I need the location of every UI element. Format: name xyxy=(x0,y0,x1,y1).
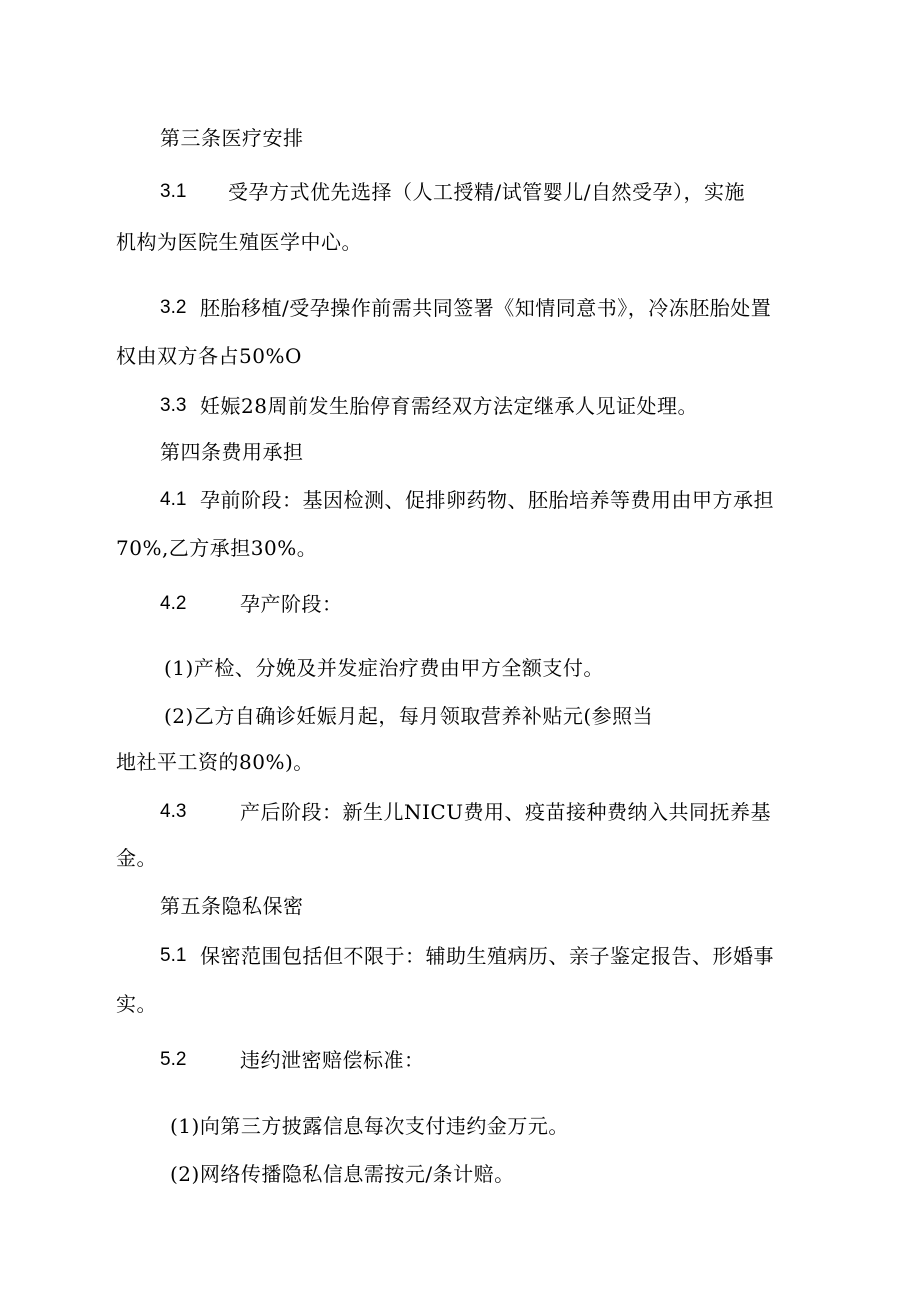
clause-5-2-text: 违约泄密赔偿标准： xyxy=(240,1048,425,1072)
clause-4-2-text: 孕产阶段： xyxy=(240,592,343,616)
clause-5-2-item-2: (2)网络传播隐私信息需按元/条计赔。 xyxy=(170,1162,515,1186)
clause-5-1-text: 保密范围包括但不限于：辅助生殖病历、亲子鉴定报告、形婚事 xyxy=(200,944,774,968)
article-5-heading: 第五条隐私保密 xyxy=(160,894,304,918)
clause-3-2-text: 胚胎移植/受孕操作前需共同签署《知情同意书》，冷冻胚胎处置 xyxy=(200,296,772,320)
clause-4-1-continuation: 70%,乙方承担30%。 xyxy=(116,536,318,560)
clause-3-1-number: 3.1 xyxy=(160,181,187,202)
clause-5-1-continuation: 实。 xyxy=(116,992,157,1016)
clause-4-2-item-2: (2)乙方自确诊妊娠月起，每月领取营养补贴元(参照当 xyxy=(164,704,654,728)
article-3-heading: 第三条医疗安排 xyxy=(160,126,304,150)
clause-5-2-item-1: (1)向第三方披露信息每次支付违约金万元。 xyxy=(170,1114,569,1138)
clause-5-2-number: 5.2 xyxy=(160,1049,187,1070)
clause-3-3-number: 3.3 xyxy=(160,395,187,416)
article-4-heading: 第四条费用承担 xyxy=(160,440,304,464)
clause-3-2-continuation: 权由双方各占50%O xyxy=(116,344,302,368)
clause-4-2-item-2-continuation: 地社平工资的80%)。 xyxy=(116,750,314,774)
clause-4-2-item-1: (1)产检、分娩及并发症治疗费由甲方全额支付。 xyxy=(164,656,604,680)
clause-4-3-number: 4.3 xyxy=(160,801,187,822)
clause-4-1-text: 孕前阶段：基因检测、促排卵药物、胚胎培养等费用由甲方承担 xyxy=(200,488,774,512)
clause-3-1-text: 受孕方式优先选择（人工授精/试管婴儿/自然受孕），实施 xyxy=(228,180,745,204)
clause-3-3-text: 妊娠28周前发生胎停育需经双方法定继承人见证处理。 xyxy=(200,394,698,418)
clause-4-1-number: 4.1 xyxy=(160,489,187,510)
clause-4-3-text: 产后阶段：新生儿NICU费用、疫苗接种费纳入共同抚养基 xyxy=(240,800,772,824)
clause-3-1-continuation: 机构为医院生殖医学中心。 xyxy=(116,230,362,254)
clause-5-1-number: 5.1 xyxy=(160,945,187,966)
clause-3-2-number: 3.2 xyxy=(160,297,187,318)
clause-4-3-continuation: 金。 xyxy=(116,846,157,870)
clause-4-2-number: 4.2 xyxy=(160,593,187,614)
